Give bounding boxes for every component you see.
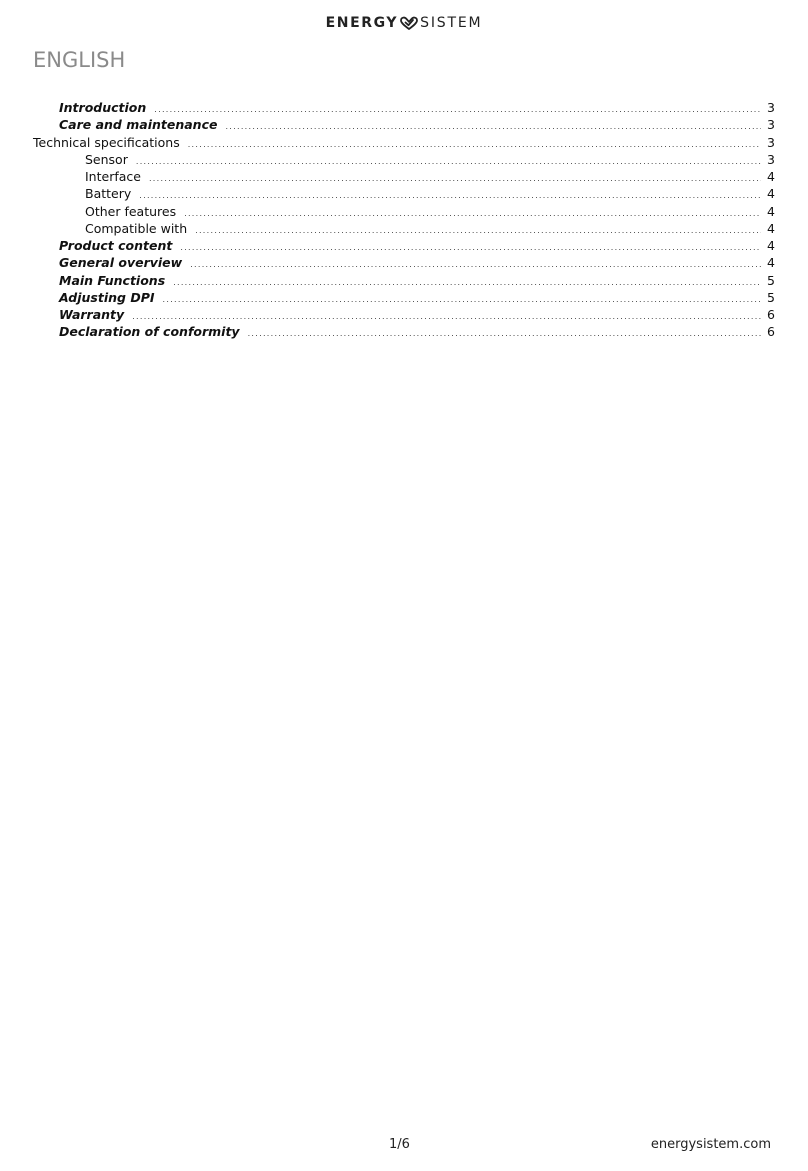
toc-entry-label: Declaration of conformity [59,324,240,340]
table-of-contents [33,99,775,341]
toc-entry-page: 4 [767,255,775,271]
toc-entry[interactable] [33,220,775,237]
toc-entry-label: Adjusting DPI [59,289,155,305]
toc-entry-page: 3 [767,134,775,150]
toc-entry-page: 3 [767,100,775,115]
toc-entry-page: 6 [767,324,775,340]
toc-entry-label: Sensor [85,151,128,167]
toc-entry-page: 5 [767,272,775,288]
toc-entry-page: 3 [767,117,775,133]
toc-dot-leader [149,170,761,187]
toc-dot-leader [139,187,761,204]
toc-entry[interactable] [33,237,775,254]
toc-dot-leader [136,153,761,170]
toc-entry-label: Product content [59,238,173,253]
toc-dot-leader [195,222,761,239]
toc-entry[interactable] [33,306,775,323]
toc-entry-page: 5 [767,289,775,305]
toc-entry[interactable] [33,272,775,289]
toc-entry[interactable] [33,203,775,220]
toc-entry-label: Care and maintenance [59,117,218,133]
toc-entry-label: Interface [85,169,141,184]
brand-logo [0,15,808,31]
toc-dot-leader [225,118,761,135]
toc-entry-page: 4 [767,203,775,219]
footer-page-number: 1/6 [389,1137,410,1152]
toc-entry[interactable] [33,151,775,168]
toc-entry-page: 4 [767,238,775,253]
toc-entry-page: 6 [767,307,775,322]
toc-entry[interactable] [33,185,775,202]
toc-entry[interactable] [33,134,775,151]
toc-dot-leader [188,136,761,153]
toc-entry-page: 3 [767,151,775,167]
toc-entry[interactable] [33,254,775,271]
toc-dot-leader [154,101,761,118]
toc-entry-label: Introduction [59,100,147,115]
toc-entry[interactable] [33,99,775,116]
logo-text-energy: ENERGY [325,15,399,31]
toc-entry-label: Other features [85,203,177,219]
logo-text-sistem: SISTEM [420,15,483,31]
footer-website: energysistem.com [650,1137,771,1152]
toc-entry-label: Compatible with [85,220,188,236]
toc-entry-page: 4 [767,169,775,184]
toc-entry[interactable] [33,116,775,133]
toc-dot-leader [248,325,761,342]
language-heading: ENGLISH [33,48,126,72]
toc-entry[interactable] [33,289,775,306]
toc-entry-label: General overview [59,255,183,271]
toc-entry-label: Battery [85,186,132,202]
toc-entry-label: Technical specifications [33,134,180,150]
toc-dot-leader [163,291,761,308]
toc-entry-page: 4 [767,220,775,236]
toc-entry-label: Warranty [59,307,125,322]
toc-dot-leader [184,205,761,222]
toc-dot-leader [190,256,761,273]
toc-dot-leader [173,274,761,291]
toc-entry[interactable] [33,168,775,185]
toc-entry[interactable] [33,323,775,340]
heart-check-icon [399,16,419,30]
toc-entry-label: Main Functions [59,272,166,288]
toc-entry-page: 4 [767,186,775,202]
toc-dot-leader [180,239,761,256]
